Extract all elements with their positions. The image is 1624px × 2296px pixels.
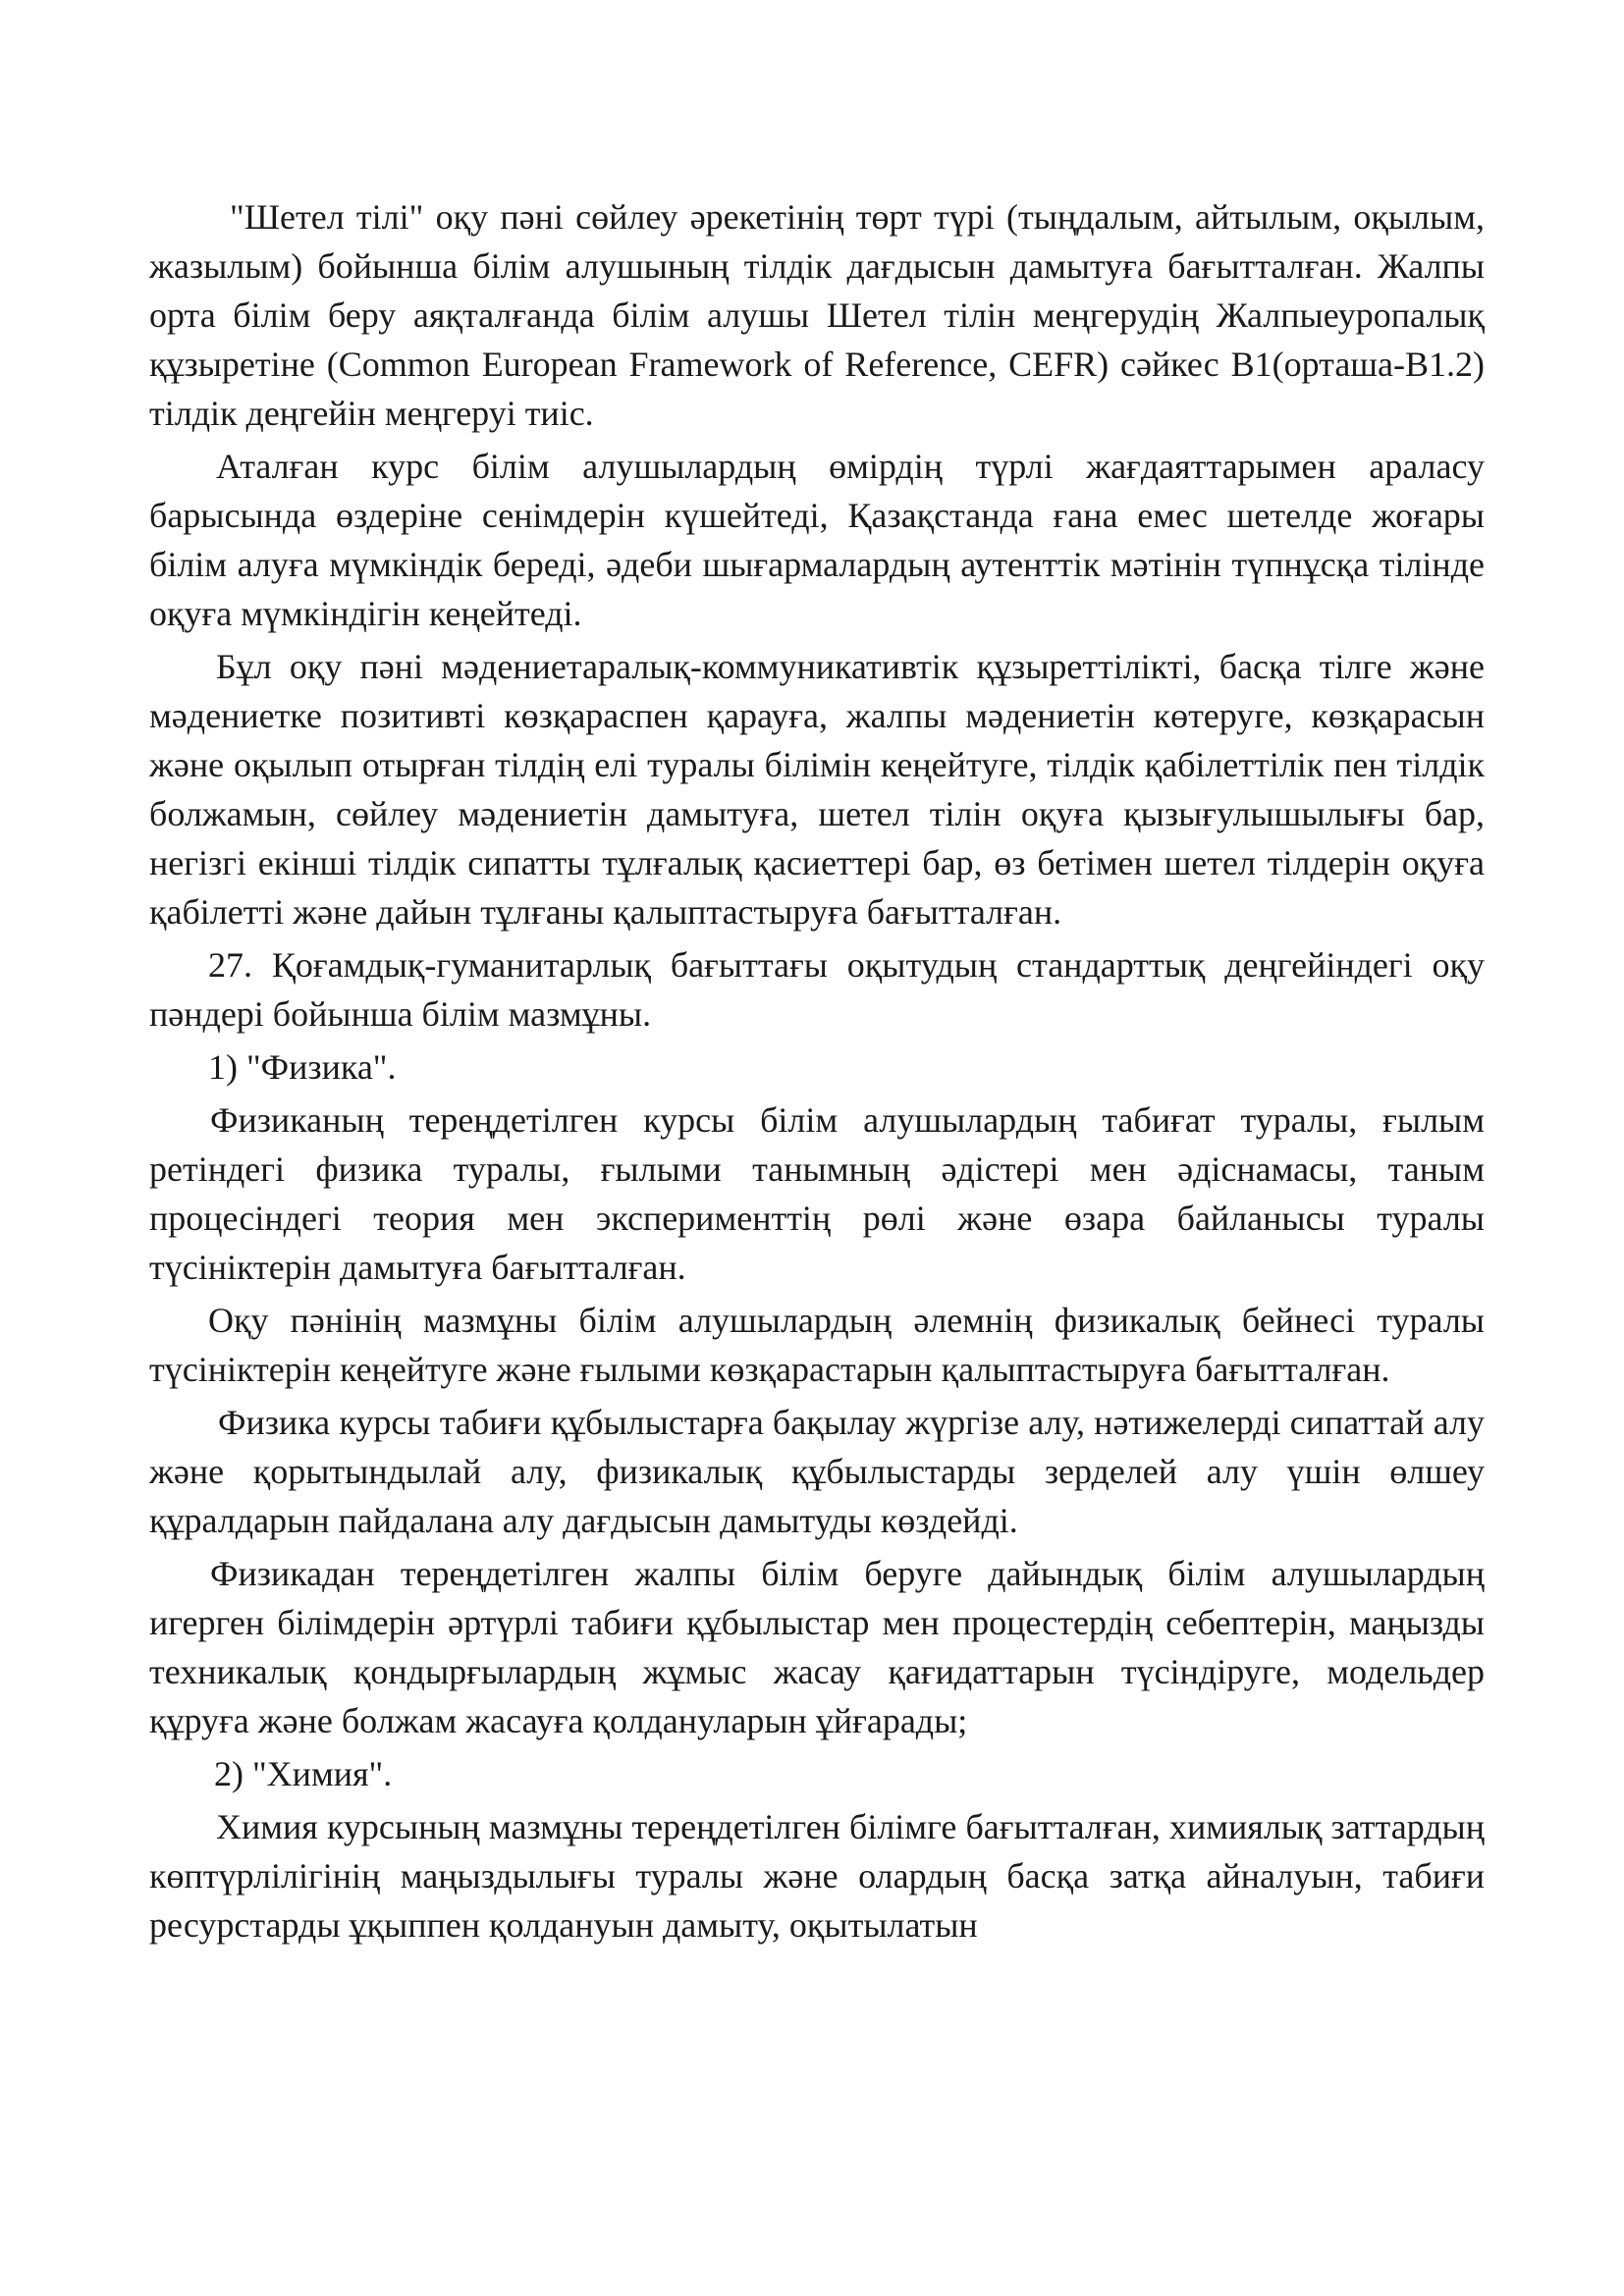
paragraph-section-27-heading: 27. Қоғамдық-гуманитарлық бағыттағы оқытудың стандарттық деңгейіндегі оқу пәндері бойынша білім мазмұны. xyxy=(149,945,1485,1034)
paragraph-physics-content: Оқу пәнінің мазмұны білім алушылардың әлемнің физикалық бейнесі туралы түсініктерін кеңейтуге және ғылыми көзқарастарын қалыптастыруға бағытталған. xyxy=(149,1301,1485,1389)
paragraph-foreign-language-intro: "Шетел тілі" оқу пәні сөйлеу әрекетінің төрт түрі (тыңдалым, айтылым, оқылым, жазылым) бойынша білім алушының тілдік дағдысын дамытуға бағытталған. Жалпы орта білім беру аяқталғанда білім алушы Шетел тілін меңгерудің Жалпыеуропалық құзыретіне (Common European Framework of Reference, CEFR) сәйкес B1(орташа-B1.2) тілдік деңгейін меңгеруі тиіс. xyxy=(149,197,1485,433)
paragraph-physics-skills: Физика курсы табиғи құбылыстарға бақылау жүргізе алу, нәтижелерді сипаттай алу және қорытындылай алу, физикалық құбылыстарды зерделей алу үшін өлшеу құралдарын пайдалана алу дағдысын дамытуды көздейді. xyxy=(149,1403,1485,1540)
paragraph-chemistry-course: Химия курсының мазмұны тереңдетілген білімге бағытталған, химиялық заттардың көптүрлілігінің маңыздылығы туралы және олардың басқа затқа айналуын, табиғи ресурстарды ұқыппен қолдануын дамыту, оқытылатын xyxy=(149,1807,1485,1945)
paragraph-course-benefits: Аталған курс білім алушылардың өмірдің түрлі жағдаяттарымен араласу барысында өздеріне сенімдерін күшейтеді, Қазақстанда ғана емес шетелде жоғары білім алуға мүмкіндік береді, әдеби шығармалардың аутенттік мәтінін түпнұсқа тілінде оқуға мүмкіндігін кеңейтеді. xyxy=(149,447,1485,633)
subsection-physics-heading: 1) "Физика". xyxy=(208,1047,397,1087)
document-page xyxy=(149,192,1485,1953)
paragraph-intercultural-competence: Бұл оқу пәні мәдениетаралық-коммуникативтік құзыреттілікті, басқа тілге және мәдениетке позитивті көзқараспен қарауға, жалпы мәдениетін көтеруге, көзқарасын және оқылып отырған тілдің елі туралы білімін кеңейтуге, тілдік қабілеттілік пен тілдік болжамын, сөйлеу мәдениетін дамытуға, шетел тілін оқуға қызығулышылығы бар, негізгі екінші тілдік сипатты тұлғалық қасиеттері бар, өз бетімен шетел тілдерін оқуға қабілетті және дайын тұлғаны қалыптастыруға бағытталған. xyxy=(149,647,1485,932)
subsection-chemistry-heading: 2) "Химия". xyxy=(214,1754,393,1793)
paragraph-physics-course: Физиканың тереңдетілген курсы білім алушылардың табиғат туралы, ғылым ретіндегі физика туралы, ғылыми танымның әдістері мен әдіснамасы, таным процесіндегі теория мен эксперименттің рөлі және өзара байланысы туралы түсініктерін дамытуға бағытталған. xyxy=(149,1100,1485,1287)
paragraph-physics-preparation: Физикадан тереңдетілген жалпы білім беруге дайындық білім алушылардың игерген білімдерін әртүрлі табиғи құбылыстар мен процестердің себептерін, маңызды техникалық қондырғылардың жұмыс жасау қағидаттарын түсіндіруге, модельдер құруға және болжам жасауға қолдануларын ұйғарады; xyxy=(149,1554,1485,1740)
